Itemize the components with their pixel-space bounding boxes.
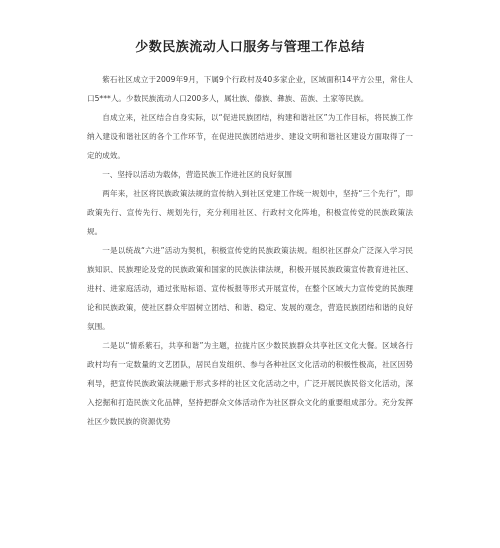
paragraph-point-one: 一是以统战“六进”活动为契机，积极宣传党的民族政策法规。组织社区群众广泛深入学习民族知识、民族理论及党的民族政策和国家的民族法律法规，积极开展民族政策宣传教育进社区、进村、进家庭活动，通过张贴标语、宣传板报等形式开展宣传，在整个区域大力宣传党的民族理论和民族政策，使社区群众牢固树立团结、和谐、稳定、发展的观念，营造民族团结和谐的良好氛围。: [87, 246, 413, 331]
document-title: 少数民族流动人口服务与管理工作总结: [135, 40, 365, 55]
document-body: [87, 70, 413, 431]
paragraph-two-years: 两年来，社区将民族政策法规的宣传纳入到社区党建工作统一规划中，坚持“三个先行”，即政策先行、宣传先行、规划先行，充分利用社区、行政村文化阵地，积极宣传党的民族政策法规。: [87, 189, 413, 236]
paragraph-overview: 自成立来，社区结合自身实际，以“促进民族团结，构建和谐社区”为工作目标，将民族工作纳入建设和谐社区的各个工作环节，在促进民族团结进步、建设文明和谐社区建设方面取得了一定的成效。: [87, 113, 413, 160]
paragraph-point-two: 二是以“情系紫石，共享和谐”为主题，拉拢片区少数民族群众共享社区文化大餐。区域各行政村均有一定数量的文艺团队，居民自发组织、参与各种社区文化活动的积极性极高，社区因势利导，把宣传民族政策法规融于形式多样的社区文化活动之中，广泛开展民族民俗文化活动，深入挖掘和打造民族文化品牌，坚持把群众文体活动作为社区群众文化的重要组成部分。充分发挥社区少数民族的资源优势: [87, 341, 413, 426]
paragraph-intro: 紫石社区成立于2009年9月，下属9个行政村及40多家企业，区域面积14平方公里，常住人口5***人。少数民族流动人口200多人，属壮族、傣族、彝族、苗族、土家等民族。: [87, 75, 413, 103]
section-heading-one: 一、坚持以活动为载体，营造民族工作进社区的良好氛围: [102, 170, 293, 179]
